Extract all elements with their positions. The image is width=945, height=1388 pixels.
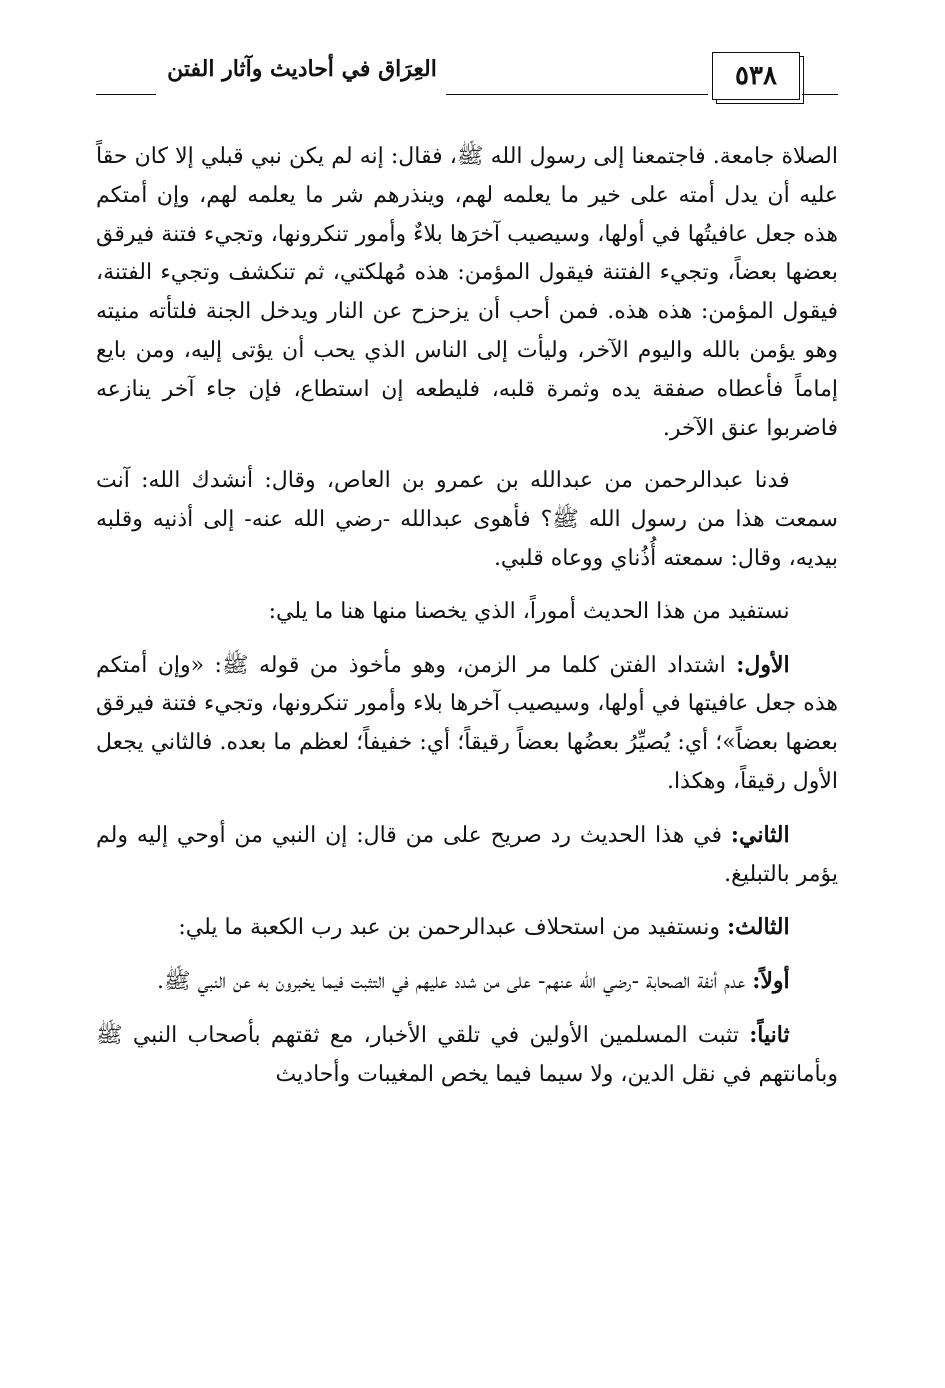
running-header <box>96 48 838 108</box>
header-rule-right <box>802 94 838 95</box>
paragraph-text: الصلاة جامعة. فاجتمعنا إلى رسول الله ﷺ، فقال: إنه لم يكن نبي قبلي إلا كان حقاً عليه أن يدل أمته على خير ما يعلمه لهم، وينذرهم شر ما يعلمه لهم، وإن أمتكم هذه جعل عافيتُها في أولها، وسيصيب آخرَها بلاءٌ وأمور تنكرونها، وتجيء فتنة فيرقق بعضها بعضاً، وتجيء الفتنة فيقول المؤمن: هذه مُهلكتي، ثم تنكشف وتجيء الفتنة، فيقول المؤمن: هذه هذه. فمن أحب أن يزحزح عن النار ويدخل الجنة فلتأته منيته وهو يؤمن بالله واليوم الآخر، وليأت إلى الناس الذي يحب أن يؤتى إليه، ومن بايع إماماً فأعطاه صفقة يده وثمرة قلبه، فليطعه إن استطاع، فإن جاء آخر ينازعه فاضربوا عنق الآخر. <box>96 144 838 441</box>
paragraph-text: نستفيد من هذا الحديث أموراً، الذي يخصنا منها هنا ما يلي: <box>268 598 790 624</box>
point-label: أولاً: <box>752 968 790 995</box>
paragraph-text: تثبت المسلمين الأولين في تلقي الأخبار، مع ثقتهم بأصحاب النبي ﷺ وبأمانتهم في نقل الدين، ولا سيما فيما يخص المغيبات وأحاديث <box>96 1022 838 1087</box>
book-title: العِرَاق في أحاديث وآثار الفتن <box>167 56 437 82</box>
point-label: الأول: <box>736 651 790 678</box>
point-label: الثالث: <box>727 914 790 941</box>
paragraph-narration <box>96 462 838 578</box>
paragraph-intro-benefits <box>96 593 838 632</box>
paragraph-text: ونستفيد من استحلاف عبدالرحمن بن عبد رب الكعبة ما يلي: <box>178 915 728 941</box>
point-label: ثانياً: <box>749 1021 790 1048</box>
page-body <box>96 138 838 1109</box>
paragraph-third-point <box>96 908 838 948</box>
paragraph-sub-point-second <box>96 1016 838 1095</box>
paragraph-sub-point-first <box>96 962 838 1002</box>
paragraph-text: في هذا الحديث رد صريح على من قال: إن النبي من أوحي إليه ولم يؤمر بالتبليغ. <box>96 822 838 887</box>
page-number: ٥٣٨ <box>712 52 800 100</box>
paragraph-text: اشتداد الفتن كلما مر الزمن، وهو مأخوذ من قوله ﷺ: «وإن أمتكم هذه جعل عافيتها في أولها، وسيصيب آخرها بلاء وأمور تنكرونها، وتجيء فتنة فيرقق بعضها بعضاً»؛ أي: يُصيِّرُ بعضُها بعضاً رقيقاً؛ أي: خفيفاً؛ لعظم ما بعده. فالثاني يجعل الأول رقيقاً، وهكذا. <box>96 652 838 794</box>
paragraph-text: عدم أنفة الصحابة -رضي الله عنهم- على من شدد عليهم في التثبت فيما يخبرون به عن النبي ﷺ. <box>157 969 753 995</box>
point-label: الثاني: <box>730 821 790 848</box>
header-rule-middle <box>446 94 708 95</box>
paragraph-hadith-text <box>96 138 838 448</box>
paragraph-first-point <box>96 646 838 802</box>
paragraph-second-point <box>96 816 838 895</box>
paragraph-text: فدنا عبدالرحمن من عبدالله بن عمرو بن العاص، وقال: أنشدك الله: آنت سمعت هذا من رسول الله ﷺ؟ فأهوى عبدالله -رضي الله عنه- إلى أذنيه وقلبه بيديه، وقال: سمعته أُذُناي ووعاه قلبي. <box>96 468 838 571</box>
header-rule-left <box>96 94 156 95</box>
